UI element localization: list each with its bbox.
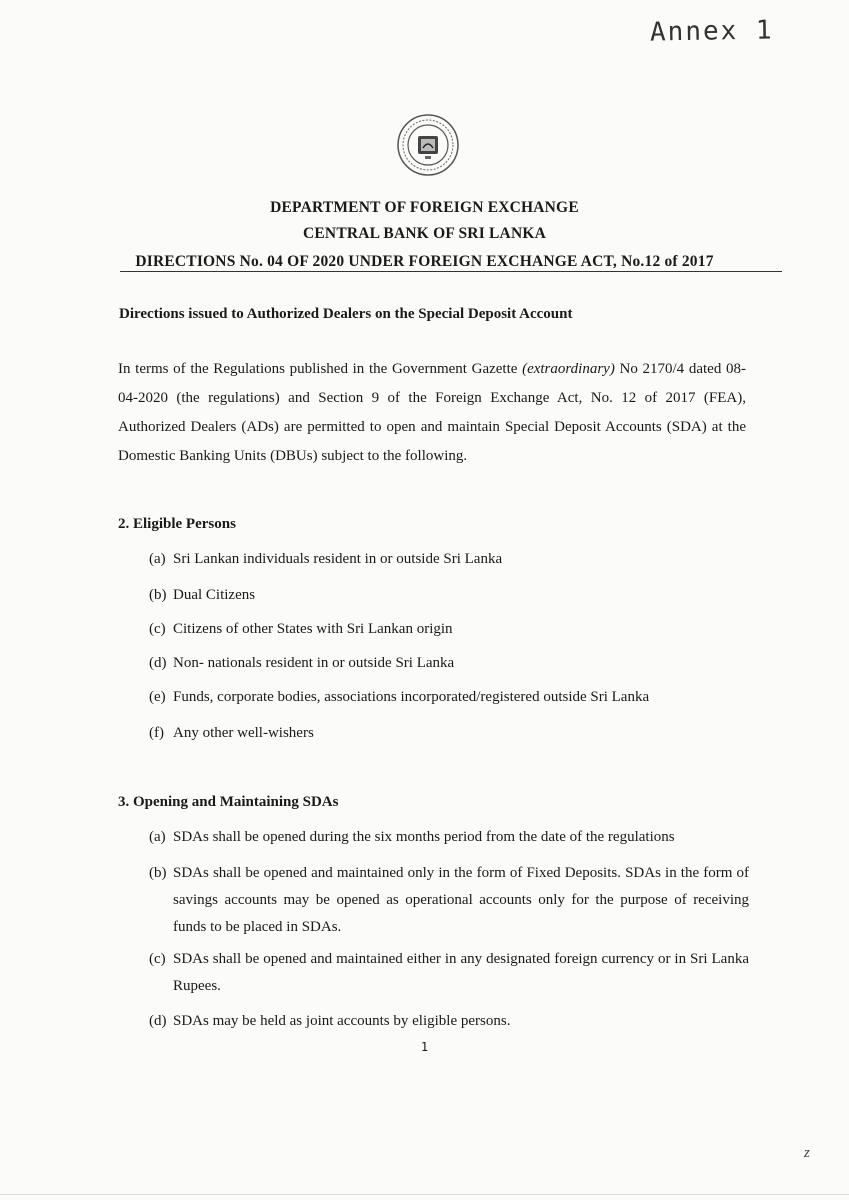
department-heading: DEPARTMENT OF FOREIGN EXCHANGE — [270, 199, 579, 216]
page-number: 1 — [420, 1040, 429, 1054]
intro-text-italic: (extraordinary) — [522, 361, 615, 377]
central-bank-seal-icon — [396, 113, 460, 177]
list-item: (e) Funds, corporate bodies, associations incorporated/registered outside Sri Lanka — [149, 689, 650, 705]
scan-edge — [0, 1194, 849, 1195]
intro-text-start: In terms of the Regulations published in the Government Gazette — [118, 361, 523, 377]
directions-heading: DIRECTIONS No. 04 OF 2020 UNDER FOREIGN EXCHANGE ACT, No.12 of 2017 — [135, 253, 714, 270]
list-item: (c) SDAs shall be opened and maintained either in any designated foreign currency or in Sri Lanka Rupees. — [149, 951, 749, 994]
list-item: (b) SDAs shall be opened and maintained only in the form of Fixed Deposits. SDAs in the form of savings accounts may be opened as operational accounts only for the purpose of receiving funds to be placed in SDAs. — [149, 865, 749, 935]
intro-paragraph — [118, 355, 746, 471]
list-item: (a) Sri Lankan individuals resident in or outside Sri Lanka — [149, 551, 503, 567]
document-subtitle: Directions issued to Authorized Dealers on the Special Deposit Account — [119, 306, 573, 322]
list-item: (c) Citizens of other States with Sri Lankan origin — [149, 621, 453, 637]
section-3-title: 3. Opening and Maintaining SDAs — [118, 794, 339, 810]
intro-text-end: No 2170/4 dated 08-04-2020 (the regulations) and Section 9 of the Foreign Exchange Act, No. 12 of 2017 (FEA), Authorized Dealers (ADs) are permitted to open and maintain Special Deposit Accounts (SDA) at the Domestic Banking Units (DBUs) subject to the following. — [118, 361, 746, 464]
list-item: (b) Dual Citizens — [149, 587, 256, 603]
section-2-title: 2. Eligible Persons — [118, 516, 236, 532]
bank-heading: CENTRAL BANK OF SRI LANKA — [303, 225, 546, 242]
handwritten-annex-label: Annex 1 — [649, 15, 774, 48]
list-item: (f) Any other well-wishers — [149, 725, 314, 741]
list-item: (d) SDAs may be held as joint accounts by eligible persons. — [149, 1013, 511, 1029]
list-item: (a) SDAs shall be opened during the six months period from the date of the regulations — [149, 829, 675, 845]
corner-mark: z — [804, 1145, 810, 1161]
list-item: (d) Non- nationals resident in or outside Sri Lanka — [149, 655, 455, 671]
header-rule — [120, 271, 782, 272]
